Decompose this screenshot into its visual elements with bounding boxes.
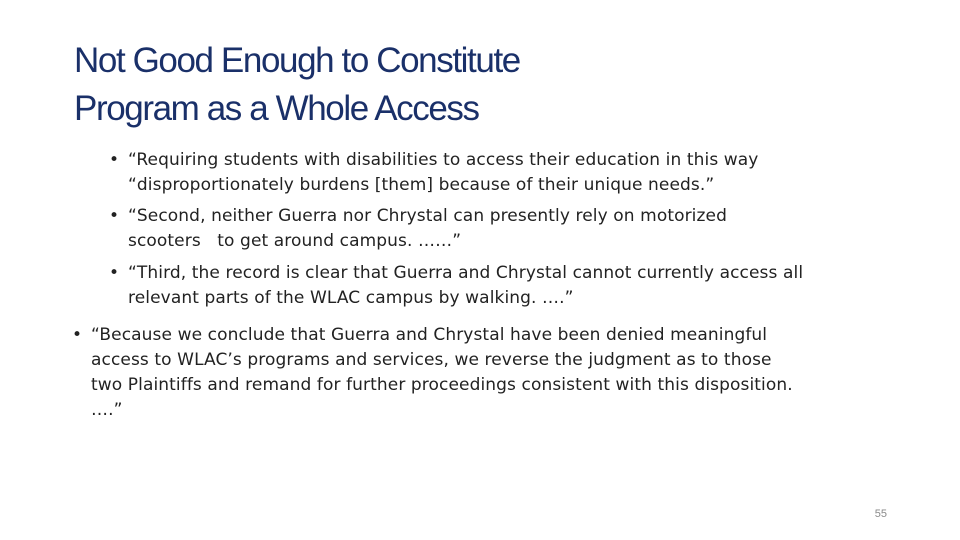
main-bullet-line-1: “Because we conclude that Guerra and Chrystal have been denied meaningful [91, 325, 768, 345]
bullet-dot: • [109, 263, 120, 283]
sub-bullet-1-line-2: “disproportionately burdens [them] because of their unique needs.” [128, 175, 715, 195]
sub-bullet-2-line-1: “Second, neither Guerra nor Chrystal can presently rely on motorized [128, 206, 727, 226]
sub-bullet-3-line-2: relevant parts of the WLAC campus by walking. ….” [128, 288, 574, 308]
sub-bullet-2-line-2: scooters to get around campus. ……” [128, 231, 462, 251]
sub-bullet-3-line-1: “Third, the record is clear that Guerra and Chrystal cannot currently access all [128, 263, 804, 283]
sub-bullet-1 [109, 148, 759, 198]
sub-bullet-2 [109, 204, 727, 254]
main-bullet-line-2: access to WLAC’s programs and services, we reverse the judgment as to those [91, 350, 772, 370]
title-line-1: Not Good Enough to Constitute [74, 41, 520, 80]
title-line-2: Program as a Whole Access [74, 89, 479, 128]
bullet-dot: • [109, 206, 120, 226]
bullet-dot: • [109, 150, 120, 170]
sub-bullet-1-line-1: “Requiring students with disabilities to access their education in this way [128, 150, 759, 170]
main-bullet-line-3: two Plaintiffs and remand for further proceedings consistent with this disposition. [91, 375, 793, 395]
bullet-dot: • [72, 325, 83, 345]
main-bullet-line-4: ….” [91, 400, 123, 420]
sub-bullet-3 [109, 261, 804, 311]
main-bullet [72, 323, 793, 423]
page-number: 55 [874, 508, 887, 520]
